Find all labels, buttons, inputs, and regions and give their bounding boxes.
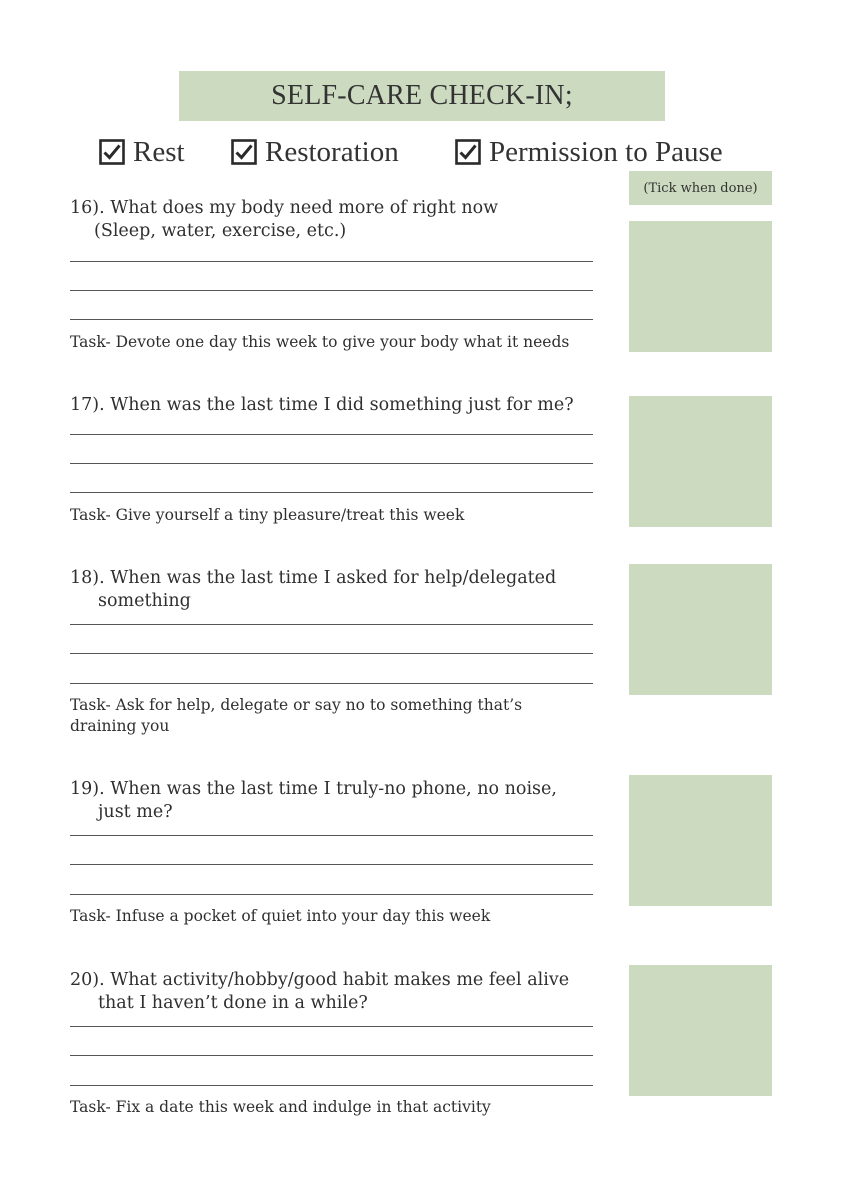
question-17 bbox=[70, 394, 590, 417]
task-text: Task- Infuse a pocket of quiet into your day this week bbox=[70, 907, 491, 925]
tick-box-16[interactable] bbox=[629, 221, 772, 352]
task-text: Task- Devote one day this week to give your body what it needs bbox=[70, 333, 570, 351]
task-text: Task- Ask for help, delegate or say no to something that’s draining you bbox=[70, 696, 523, 735]
page-title: SELF-CARE CHECK-IN; bbox=[271, 80, 573, 111]
check-item-rest[interactable] bbox=[99, 134, 185, 170]
checkbox-checked-icon[interactable] bbox=[99, 139, 125, 165]
question-text: 19). When was the last time I truly-no phone, no noise, bbox=[70, 779, 557, 799]
check-label-rest: Rest bbox=[133, 135, 185, 168]
check-item-permission-to-pause[interactable] bbox=[455, 134, 723, 170]
tick-when-done-note: (Tick when done) bbox=[629, 171, 772, 205]
question-text: 16). What does my body need more of right now bbox=[70, 198, 499, 218]
checklist bbox=[0, 134, 845, 170]
question-subtext: just me? bbox=[98, 802, 173, 822]
answer-line[interactable] bbox=[70, 864, 593, 865]
answer-line[interactable] bbox=[70, 492, 593, 493]
answer-line[interactable] bbox=[70, 1055, 593, 1056]
answer-line[interactable] bbox=[70, 1026, 593, 1027]
check-label-permission-to-pause: Permission to Pause bbox=[489, 135, 723, 168]
question-subtext: something bbox=[98, 591, 191, 611]
question-text: 20). What activity/hobby/good habit makes me feel alive bbox=[70, 970, 570, 990]
check-label-restoration: Restoration bbox=[265, 135, 399, 168]
answer-line[interactable] bbox=[70, 261, 593, 262]
tick-box-17[interactable] bbox=[629, 396, 772, 527]
tick-box-19[interactable] bbox=[629, 775, 772, 906]
answer-line[interactable] bbox=[70, 290, 593, 291]
answer-line[interactable] bbox=[70, 434, 593, 435]
answer-line[interactable] bbox=[70, 624, 593, 625]
answer-line[interactable] bbox=[70, 319, 593, 320]
tick-box-20[interactable] bbox=[629, 965, 772, 1096]
question-text: 17). When was the last time I did something just for me? bbox=[70, 395, 574, 415]
title-banner bbox=[179, 71, 665, 121]
answer-line[interactable] bbox=[70, 894, 593, 895]
question-19 bbox=[70, 778, 590, 824]
answer-line[interactable] bbox=[70, 683, 593, 684]
answer-line[interactable] bbox=[70, 835, 593, 836]
question-text: 18). When was the last time I asked for help/delegated bbox=[70, 568, 557, 588]
question-16 bbox=[70, 197, 590, 243]
question-20 bbox=[70, 969, 590, 1015]
task-text: Task- Fix a date this week and indulge in that activity bbox=[70, 1098, 491, 1116]
question-subtext: that I haven’t done in a while? bbox=[98, 993, 368, 1013]
checkbox-checked-icon[interactable] bbox=[231, 139, 257, 165]
answer-line[interactable] bbox=[70, 1085, 593, 1086]
checkbox-checked-icon[interactable] bbox=[455, 139, 481, 165]
question-18 bbox=[70, 567, 590, 613]
answer-line[interactable] bbox=[70, 463, 593, 464]
check-item-restoration[interactable] bbox=[231, 134, 399, 170]
tick-box-18[interactable] bbox=[629, 564, 772, 695]
task-text: Task- Give yourself a tiny pleasure/treat this week bbox=[70, 506, 465, 524]
question-subtext: (Sleep, water, exercise, etc.) bbox=[94, 221, 347, 241]
answer-line[interactable] bbox=[70, 653, 593, 654]
